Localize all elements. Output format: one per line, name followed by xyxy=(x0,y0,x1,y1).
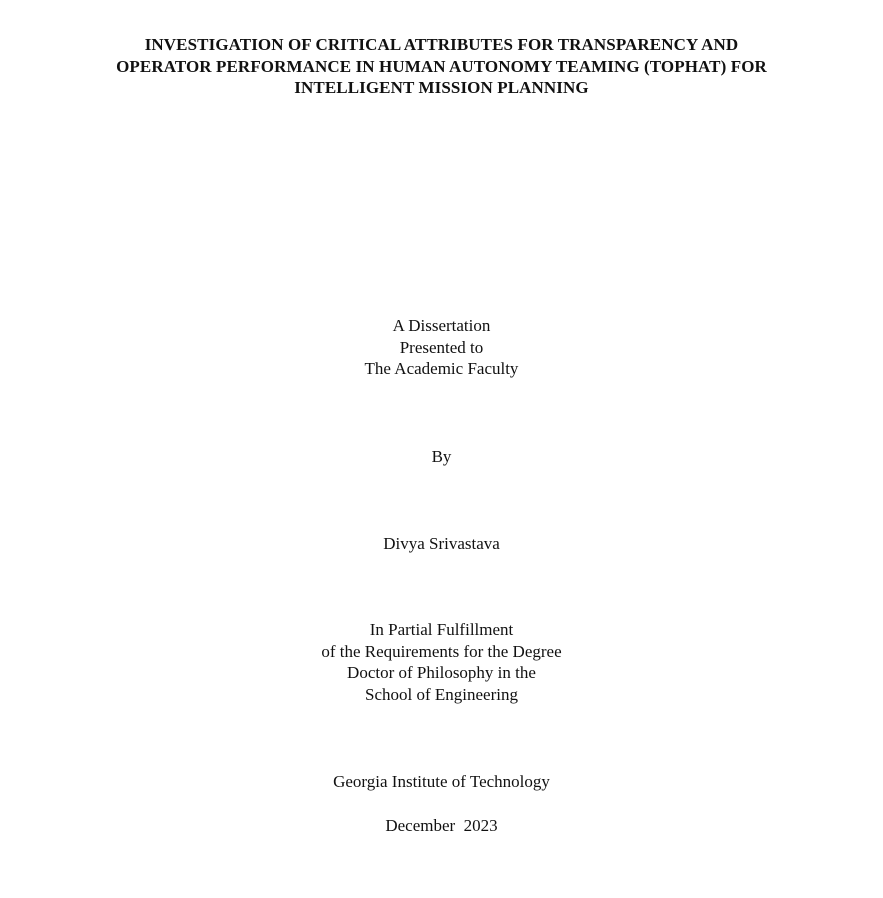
submission-date: December 2023 xyxy=(385,816,498,835)
author-name: Divya Srivastava xyxy=(383,534,500,553)
title-line: INVESTIGATION OF CRITICAL ATTRIBUTES FOR TRANSPARENCY AND xyxy=(144,35,739,54)
by-label: By xyxy=(431,447,452,466)
dissertation-title xyxy=(60,34,823,99)
presentation-line: A Dissertation xyxy=(392,316,491,335)
fulfillment-line: Doctor of Philosophy in the xyxy=(347,663,536,683)
fulfillment-line: In Partial Fulfillment xyxy=(369,620,514,639)
title-line: OPERATOR PERFORMANCE IN HUMAN AUTONOMY TEAMING (TOPHAT) FOR xyxy=(116,56,767,76)
institution-name: Georgia Institute of Technology xyxy=(333,772,550,791)
presentation-line: Presented to xyxy=(399,337,484,357)
fulfillment-line: of the Requirements for the Degree xyxy=(321,641,562,661)
title-line: INTELLIGENT MISSION PLANNING xyxy=(294,78,589,97)
presentation-statement xyxy=(0,315,883,380)
fulfillment-statement xyxy=(0,619,883,706)
presentation-line: The Academic Faculty xyxy=(364,359,519,379)
fulfillment-line: School of Engineering xyxy=(365,685,518,705)
